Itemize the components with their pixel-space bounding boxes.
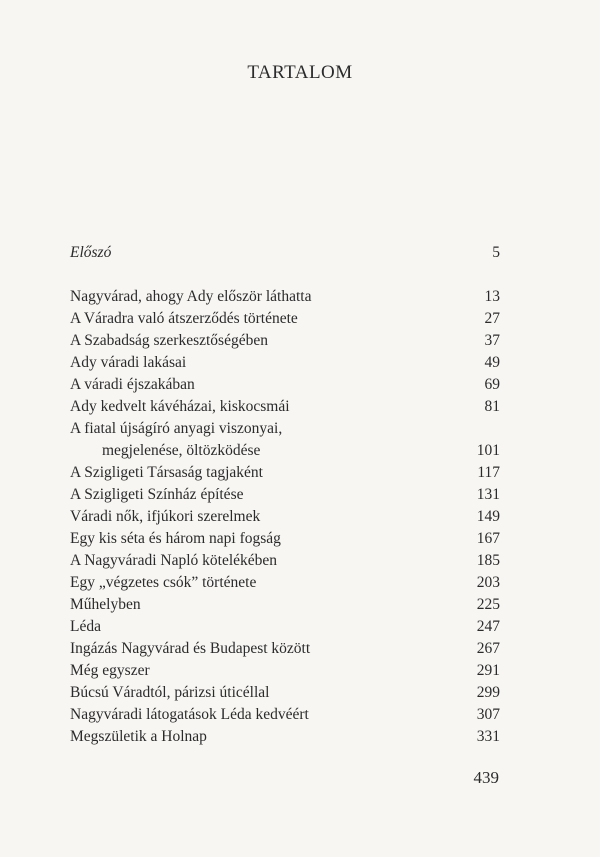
- toc-entry: [70, 462, 500, 484]
- toc-entry: [70, 484, 500, 506]
- toc-list: [70, 286, 500, 748]
- toc-entry-page: 27: [484, 310, 500, 327]
- toc-entry-label: A Szigligeti Társaság tagjaként: [70, 464, 263, 481]
- toc-entry-label: Nagyvárad, ahogy Ady először láthatta: [70, 288, 312, 305]
- toc-entry-label: Még egyszer: [70, 662, 150, 679]
- toc-entry: [70, 528, 500, 550]
- toc-entry: [70, 330, 500, 352]
- toc-entry: [70, 572, 500, 594]
- toc-entry-label: A fiatal újságíró anyagi viszonyai,: [70, 420, 283, 437]
- toc-entry-label: Váradi nők, ifjúkori szerelmek: [70, 508, 261, 525]
- toc-entry-page: 149: [476, 508, 500, 525]
- toc-entry: [70, 682, 500, 704]
- toc-entry-preface: [70, 242, 500, 264]
- toc-entry-page: 291: [476, 662, 500, 679]
- page-title: TARTALOM: [247, 62, 353, 83]
- toc-entry-label: Ady váradi lakásai: [70, 354, 187, 371]
- toc-entry: [70, 704, 500, 726]
- toc-entry-label: Búcsú Váradtól, párizsi úticéllal: [70, 684, 270, 701]
- toc-entry: [70, 660, 500, 682]
- toc-entry-page: 13: [484, 288, 500, 305]
- toc-entry-page: 37: [484, 332, 500, 349]
- toc-entry-page: 167: [476, 530, 500, 547]
- toc-entry-page: 307: [476, 706, 500, 723]
- toc-entry-label: Léda: [70, 618, 101, 635]
- toc-entry: [70, 352, 500, 374]
- toc-entry: [70, 594, 500, 616]
- toc-entry-label: A Nagyváradi Napló kötelékében: [70, 552, 278, 569]
- toc-entry-page: 267: [476, 640, 500, 657]
- toc-entry-label: Egy kis séta és három napi fogság: [70, 530, 281, 547]
- toc-entry-label: A váradi éjszakában: [70, 376, 195, 393]
- toc-entry: [70, 550, 500, 572]
- toc-entry-page: 49: [484, 354, 500, 371]
- toc-entry-label: A Váradra való átszerződés története: [70, 310, 298, 327]
- toc-entry-page: 331: [476, 728, 500, 745]
- toc-entry: [70, 726, 500, 748]
- toc-entry-label: Megszületik a Holnap: [70, 728, 207, 745]
- toc-entry-label: Műhelyben: [70, 596, 141, 613]
- toc-entry-page: 69: [484, 376, 500, 393]
- toc-entry-page: 117: [477, 464, 500, 481]
- toc-entry-label: A Szigligeti Színház építése: [70, 486, 244, 503]
- toc-entry: [70, 418, 500, 440]
- toc-entry-page: 81: [484, 398, 500, 415]
- toc-entry-label: megjelenése, öltözködése: [102, 442, 261, 459]
- toc-entry-page: 247: [476, 618, 500, 635]
- toc-entry-page: 185: [476, 552, 500, 569]
- toc-entry-page: 101: [476, 442, 500, 459]
- toc-entry-page: 299: [476, 684, 500, 701]
- toc-entry-page: 5: [492, 244, 500, 261]
- toc-entry: [70, 440, 500, 462]
- page-number: 439: [473, 768, 499, 787]
- toc-entry: [70, 638, 500, 660]
- toc-entry-label: Ingázás Nagyvárad és Budapest között: [70, 640, 311, 657]
- toc-entry: [70, 616, 500, 638]
- preface-section: [70, 242, 500, 264]
- toc-entry-label: Egy „végzetes csók” története: [70, 574, 257, 591]
- toc-entry-label: A Szabadság szerkesztőségében: [70, 332, 268, 349]
- toc-entry: [70, 374, 500, 396]
- toc-entry-page: 203: [476, 574, 500, 591]
- toc-entry: [70, 396, 500, 418]
- toc-entry: [70, 506, 500, 528]
- toc-entry-page: 225: [476, 596, 500, 613]
- toc-entry-page: 131: [476, 486, 500, 503]
- toc-entry-label: Nagyváradi látogatások Léda kedvéért: [70, 706, 309, 723]
- toc-entry-label: Előszó: [70, 244, 112, 261]
- toc-entry: [70, 286, 500, 308]
- toc-entry: [70, 308, 500, 330]
- toc-entry-label: Ady kedvelt kávéházai, kiskocsmái: [70, 398, 290, 415]
